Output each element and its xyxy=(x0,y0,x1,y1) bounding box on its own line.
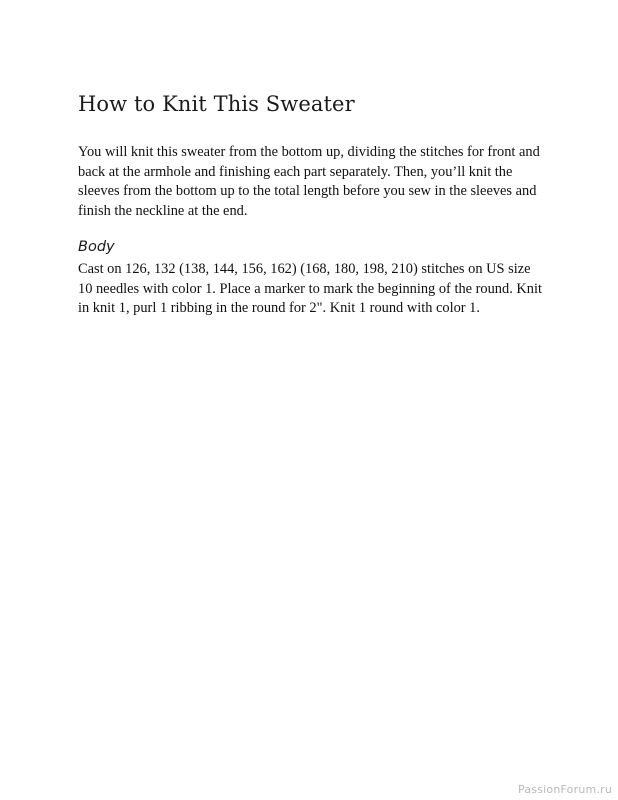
watermark-text: PassionForum.ru xyxy=(518,783,612,796)
section-paragraph-body: Cast on 126, 132 (138, 144, 156, 162) (168, 180, 198, 210) stitches on US size 10 needles with color 1. Place a marker to mark the beginning of the round. Knit in knit 1, purl 1 ribbing in the round for 2". Knit 1 round with color 1. xyxy=(78,261,542,317)
page-title: How to Knit This Sweater xyxy=(78,92,355,116)
section-heading-body: Body xyxy=(78,239,115,255)
intro-paragraph: You will knit this sweater from the bottom up, dividing the stitches for front and back at the armhole and finishing each part separately. Then, you’ll knit the sleeves from the bottom up to the total length before you sew in the sleeves and finish the neckline at the end. xyxy=(78,144,540,219)
